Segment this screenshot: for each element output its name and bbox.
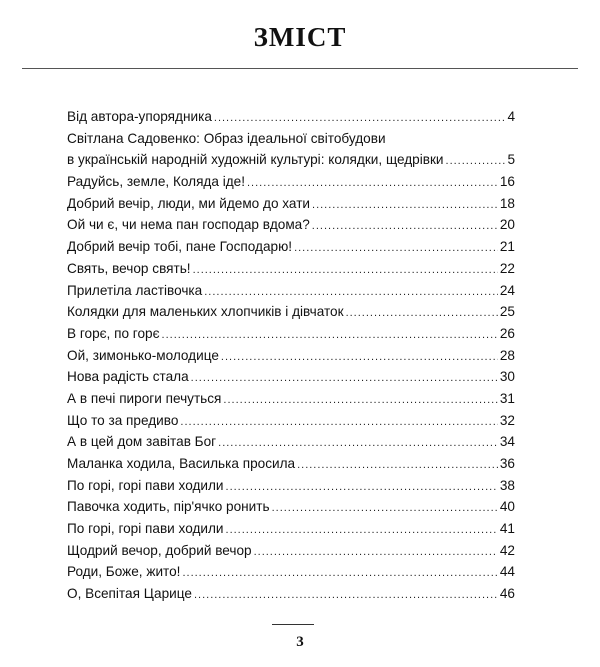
toc-entry[interactable] — [67, 475, 515, 497]
toc-entry-page: 5 — [507, 152, 515, 168]
toc-leader-dots — [226, 520, 498, 542]
toc-entry[interactable] — [67, 258, 515, 280]
toc-entry-title: Павочка ходить, пір'ячко ронить — [67, 499, 270, 515]
toc-entry-page: 46 — [499, 586, 515, 602]
toc-leader-dots — [226, 477, 498, 499]
toc-entry-title: Добрий вечір, люди, ми йдемо до хати — [67, 195, 311, 211]
toc-entry[interactable] — [67, 193, 515, 215]
toc-entry-page: 28 — [499, 347, 515, 363]
toc-entry-title: Свять, вечор свять! — [67, 260, 191, 276]
toc-entry[interactable] — [67, 453, 515, 475]
toc-entry-title: в українській народній художній культурі: колядки, щедрівки — [67, 152, 444, 168]
toc-leader-dots — [346, 303, 498, 325]
table-of-contents — [67, 106, 515, 605]
toc-entry-page: 4 — [507, 109, 515, 124]
toc-entry-page: 38 — [499, 477, 515, 493]
toc-entry[interactable] — [67, 149, 515, 171]
toc-entry-page: 34 — [499, 434, 515, 450]
toc-entry-title: Прилетіла ластівочка — [67, 282, 203, 298]
toc-entry[interactable] — [67, 583, 515, 605]
toc-entry-title: А в цей дом завітав Бог — [67, 434, 217, 450]
page-title: ЗМІСТ — [253, 22, 347, 52]
toc-entry-page: 22 — [499, 260, 515, 276]
toc-leader-dots — [214, 108, 506, 130]
toc-entry-page: 18 — [499, 195, 515, 211]
footer-divider — [272, 624, 314, 625]
toc-entry-page: 25 — [499, 304, 515, 320]
toc-entry-title: Від автора-упорядника — [67, 109, 212, 124]
toc-entry-title: Колядки для маленьких хлопчиків і дівчаток — [67, 304, 344, 320]
toc-entry[interactable] — [67, 214, 515, 236]
toc-leader-dots — [204, 282, 498, 304]
toc-entry[interactable] — [67, 540, 515, 562]
toc-entry-title: А в печі пироги печуться — [67, 390, 222, 406]
title-divider — [22, 68, 578, 69]
toc-leader-dots — [223, 390, 497, 412]
toc-entry-title: О, Всепітая Царице — [67, 586, 192, 602]
toc-entry-page: 40 — [499, 499, 515, 515]
toc-leader-dots — [182, 563, 497, 585]
toc-entry[interactable] — [67, 301, 515, 323]
toc-entry[interactable] — [67, 431, 515, 453]
toc-entry-title: В горє, по горє — [67, 325, 160, 341]
toc-entry-page: 42 — [499, 542, 515, 558]
toc-entry-page: 20 — [499, 217, 515, 233]
toc-entry[interactable] — [67, 496, 515, 518]
toc-entry[interactable] — [67, 561, 515, 583]
toc-entry[interactable] — [67, 323, 515, 345]
toc-entry[interactable] — [67, 171, 515, 193]
page-number: 3 — [296, 634, 304, 650]
toc-entry[interactable] — [67, 518, 515, 540]
toc-leader-dots — [312, 195, 498, 217]
toc-leader-dots — [191, 368, 498, 390]
toc-leader-dots — [194, 585, 498, 607]
toc-entry-page: 32 — [499, 412, 515, 428]
toc-entry-title: Маланка ходила, Василька просила — [67, 456, 296, 471]
toc-entry[interactable] — [67, 236, 515, 258]
toc-leader-dots — [312, 216, 498, 238]
toc-entry[interactable] — [67, 128, 515, 150]
toc-leader-dots — [446, 151, 506, 173]
toc-entry-page: 16 — [499, 174, 515, 190]
toc-leader-dots — [218, 433, 498, 455]
toc-entry-title: Що то за предиво — [67, 412, 179, 428]
toc-leader-dots — [162, 325, 498, 347]
toc-entry[interactable] — [67, 345, 515, 367]
toc-entry-page: 36 — [499, 456, 515, 471]
toc-leader-dots — [254, 542, 498, 564]
toc-entry-title: Роди, Боже, жито! — [67, 564, 181, 580]
toc-entry-page: 30 — [499, 369, 515, 385]
toc-leader-dots — [272, 498, 498, 520]
toc-leader-dots — [180, 412, 497, 434]
toc-entry-title: Світлана Садовенко: Образ ідеальної світобудови — [67, 130, 386, 146]
toc-leader-dots — [221, 347, 498, 369]
toc-entry-page: 41 — [499, 521, 515, 537]
toc-entry-page: 24 — [499, 282, 515, 298]
toc-entry[interactable] — [67, 410, 515, 432]
toc-leader-dots — [193, 260, 498, 282]
toc-entry-title: По горі, горі пави ходили — [67, 477, 224, 493]
toc-entry-title: Ой, зимонько-молодице — [67, 347, 219, 363]
toc-entry-title: Нова радість стала — [67, 369, 189, 385]
toc-entry-page: 44 — [499, 564, 515, 580]
toc-leader-dots — [297, 455, 498, 477]
toc-entry-page: 26 — [499, 325, 515, 341]
toc-entry[interactable] — [67, 366, 515, 388]
toc-entry-title: Добрий вечір тобі, пане Господарю! — [67, 239, 293, 255]
toc-entry-page: 21 — [499, 239, 515, 255]
toc-entry[interactable] — [67, 280, 515, 302]
toc-leader-dots — [294, 238, 498, 260]
toc-entry-title: Ой чи є, чи нема пан господар вдома? — [67, 217, 310, 233]
toc-entry[interactable] — [67, 106, 515, 128]
toc-leader-dots — [247, 173, 498, 195]
toc-entry-title: Радуйсь, земле, Коляда іде! — [67, 174, 245, 190]
toc-entry-title: По горі, горі пави ходили — [67, 521, 224, 537]
toc-entry-page: 31 — [499, 390, 515, 406]
toc-entry[interactable] — [67, 388, 515, 410]
toc-entry-title: Щодрий вечор, добрий вечор — [67, 542, 252, 558]
